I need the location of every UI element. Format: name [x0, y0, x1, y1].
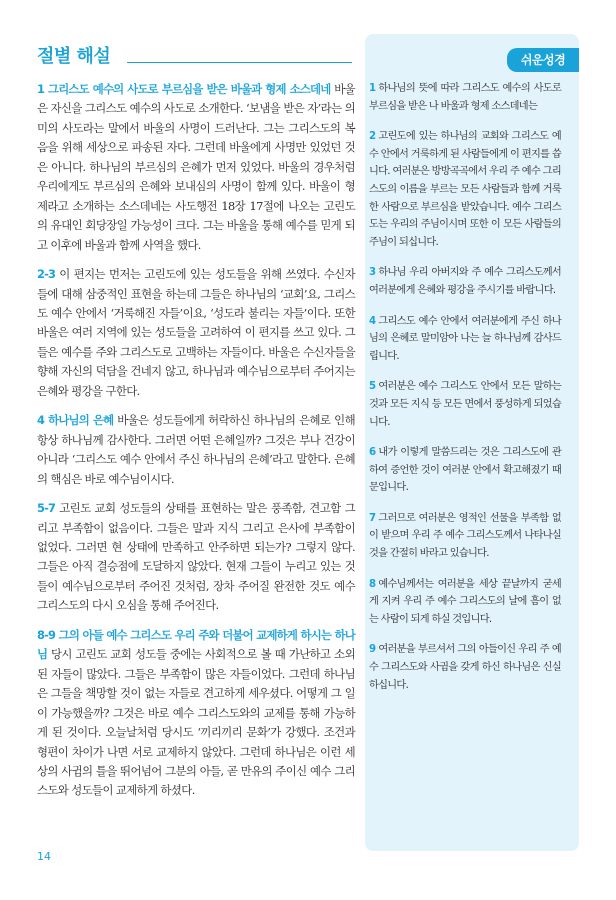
page-number: 14	[37, 850, 51, 863]
verse-text: 여러분은 예수 그리스도 안에서 모든 말하는 것과 모든 지식 등 모든 면에서 풍성하게 되었습니다.	[369, 381, 561, 428]
verse-item	[369, 378, 561, 431]
verse-text: 그러므로 여러분은 영적인 선물을 부족함 없이 받으며 우리 주 예수 그리스도께서 나타나실 것을 간절히 바라고 있습니다.	[369, 512, 561, 560]
verse-number: 1	[369, 83, 376, 94]
verse-item	[369, 128, 561, 251]
commentary-paragraph	[37, 626, 355, 801]
verse-text: 하나님의 뜻에 따라 그리스도 예수의 사도로 부르심을 받은 나 바울과 형제 소스데네는	[369, 83, 561, 112]
verse-number: 3	[369, 267, 376, 279]
verse-item	[369, 641, 561, 694]
verse-number: 5	[369, 381, 376, 393]
verse-text: 그리스도 예수 안에서 여러분에게 주신 하나님의 은혜로 말미암아 나는 늘 하나님께 감사드립니다.	[369, 315, 561, 362]
verse-list	[369, 80, 561, 707]
verse-number: 9	[369, 644, 376, 656]
paragraph-text: 고린도 교회 성도들의 상태를 표현하는 말은 풍족함, 견고함 그리고 부족함이 없음이다. 그들은 말과 지식 그리고 은사에 부족함이 없었다. 그러면 현 상태에 만족하고 안주하면 되는가? 그렇지 않다. 그들은 아직 결승점에 도달하지 않았다. 현재 그들이 누리고 있는 것들이 예수님으로부터 주어진 것처럼, 장차 주어질 완전한 것도 예수 그리스도의 다시 오심을 통해 주어진다.	[37, 501, 355, 613]
paragraph-heading: 5-7	[37, 501, 56, 516]
section-title: 절별 해설	[37, 46, 111, 67]
verse-number: 4	[369, 315, 376, 327]
commentary-paragraph	[37, 499, 355, 616]
paragraph-heading: 2-3	[37, 267, 56, 282]
commentary-paragraph	[37, 265, 355, 401]
verse-item	[369, 444, 561, 497]
paragraph-text: 바울은 자신을 그리스도 예수의 사도로 소개한다. ‘보냄을 받은 자’라는 의미의 사도라는 말에서 바울의 사명이 드러난다. 그는 그리스도의 복음을 위해 세상으로 파송된 자다. 그런데 바울에게 사명만 있었던 것은 아니다. 하나님의 부르심의 은혜가 먼저 있었다. 바울의 경우처럼 우리에게도 부르심의 은혜와 보내심의 사명이 함께 있다. 바울이 형제라고 소개하는 소스데네는 사도행전 18장 17절에 나오는 고린도의 유대인 회당장일 가능성이 크다. 그는 바울을 통해 예수를 믿게 되고 이후에 바울과 함께 사역을 했다.	[37, 82, 355, 252]
verse-number: 7	[369, 512, 376, 524]
verse-text: 예수님께서는 여러분을 세상 끝날까지 굳세게 지켜 우리 주 예수 그리스도의 날에 흠이 없는 사람이 되게 하실 것입니다.	[369, 578, 561, 625]
verse-text: 고린도에 있는 하나님의 교회와 그리스도 예수 안에서 거룩하게 된 사람들에게 이 편지를 씁니다. 여러분은 방방곡곡에서 우리 주 예수 그리스도의 이름을 부르는 모든 사람들과 함께 거룩한 사람으로 부르심을 받았습니다. 예수 그리스도는 우리의 주님이시며 또한 이 모든 사람들의 주님이 되십니다.	[369, 131, 561, 248]
paragraph-text: 이 편지는 먼저는 고린도에 있는 성도들을 위해 쓰였다. 수신자들에 대해 삼중적인 표현을 하는데 그들은 하나님의 ‘교회’요, 그리스도 예수 안에서 ‘거룩해진 자들’이요, ‘성도라 불리는 자들’이다. 또한 바울은 여러 지역에 있는 성도들을 고려하여 이 편지를 쓰고 있다. 그들은 예수를 주와 그리스도로 고백하는 자들이다. 바울은 수신자들을 향해 자신의 덕담을 건네지 않고, 하나님과 예수님으로부터 주어지는 은혜와 평강을 구한다.	[37, 267, 355, 398]
verse-item	[369, 510, 561, 563]
verse-number: 2	[369, 131, 376, 143]
commentary-column	[37, 80, 355, 811]
paragraph-text: 바울은 성도들에게 허락하신 하나님의 은혜로 인해 항상 하나님께 감사한다. 그러면 어떤 은혜일까? 그것은 부나 건강이 아니라 ‘그리스도 예수 안에서 주신 하나님의 은혜’라고 말한다. 은혜의 핵심은 바로 예수님이시다.	[37, 413, 355, 486]
verse-text: 여러분을 부르셔서 그의 아들이신 우리 주 예수 그리스도와 사귐을 갖게 하신 하나님은 신실하십니다.	[369, 644, 561, 691]
verse-item	[369, 576, 561, 629]
verse-number: 8	[369, 578, 376, 590]
commentary-paragraph	[37, 411, 355, 489]
sidebar-tab-label: 쉬운성경	[507, 48, 579, 72]
paragraph-heading: 8-9 그의 아들 예수 그리스도 우리 주와 더불어 교제하게 하시는 하나님	[37, 627, 355, 662]
paragraph-heading: 4 하나님의 은혜	[37, 413, 114, 428]
verse-text: 내가 이렇게 말씀드리는 것은 그리스도에 관하여 증언한 것이 여러분 안에서 확고해졌기 때문입니다.	[369, 447, 561, 494]
verse-item	[369, 80, 561, 115]
verse-item	[369, 264, 561, 299]
paragraph-heading: 1 그리스도 예수의 사도로 부르심을 받은 바울과 형제 소스데네	[37, 82, 331, 96]
header-rule	[127, 62, 352, 63]
paragraph-text: 당시 고린도 교회 성도들 중에는 사회적으로 볼 때 가난하고 소외된 자들이 많았다. 그들은 부족함이 많은 자들이었다. 그런데 하나님은 그들을 책망할 것이 없는 자들로 견고하게 세우셨다. 어떻게 그 일이 가능했을까? 그것은 바로 예수 그리스도와의 교제를 통해 가능하게 된 것이다. 오늘날처럼 당시도 ‘끼리끼리 문화’가 강했다. 조건과 형편이 차이가 나면 서로 교제하지 않았다. 그런데 하나님은 이런 세상의 사귐의 틀을 뛰어넘어 그분의 아들, 곧 만유의 주이신 예수 그리스도와 성도들이 교제하게 하셨다.	[37, 647, 355, 798]
verse-item	[369, 313, 561, 366]
section-header	[37, 40, 352, 70]
verse-text: 하나님 우리 아버지와 주 예수 그리스도께서 여러분에게 은혜와 평강을 주시기를 바랍니다.	[369, 267, 561, 296]
easy-bible-sidebar	[365, 34, 579, 851]
commentary-paragraph	[37, 80, 355, 255]
verse-number: 6	[369, 447, 376, 459]
